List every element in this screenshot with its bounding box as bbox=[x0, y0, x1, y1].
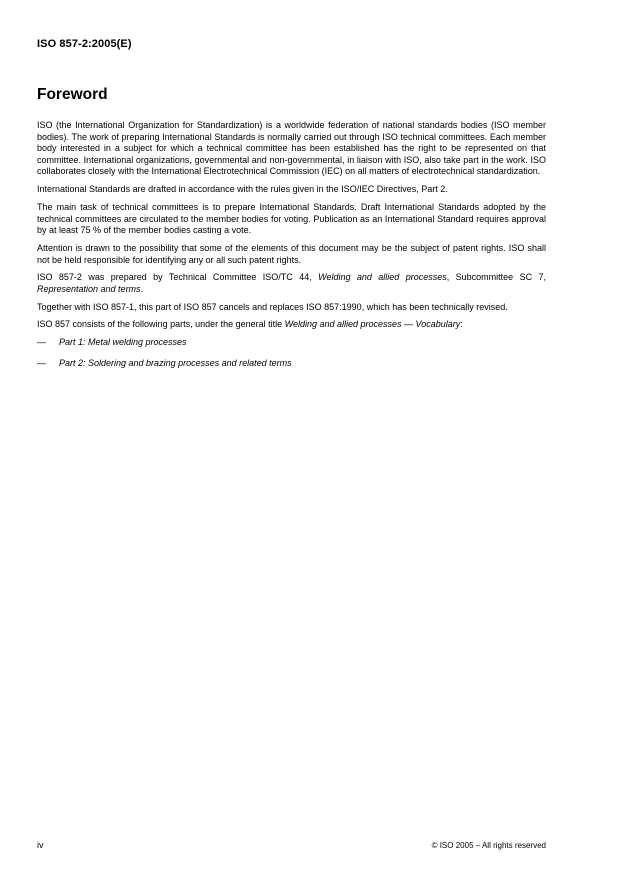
part-1-title: Part 1: Metal welding processes bbox=[59, 337, 187, 348]
committee-title: Welding and allied processes bbox=[318, 272, 447, 283]
general-title: Welding and allied processes — Vocabulary bbox=[284, 319, 461, 330]
list-dash: — bbox=[37, 358, 46, 369]
prepared-by-text-2: , Subcommittee SC 7, bbox=[446, 272, 546, 283]
paragraph-parts-intro bbox=[37, 319, 546, 331]
prepared-by-text-1: ISO 857-2 was prepared by Technical Committee ISO/TC 44, bbox=[37, 272, 319, 283]
copyright-notice: © ISO 2005 – All rights reserved bbox=[431, 841, 546, 850]
paragraph-iso-intro: ISO (the International Organization for Standardization) is a worldwide federation of national standards bodies (ISO member bodies). The work of preparing International Standards is normally carried out through ISO technical committees. Each member body interested in a subject for which a technical committee has been established has the right to be represented on that committee. International organizations, governmental and non-governmental, in liaison with ISO, also take part in the work. ISO collaborates closely with the International Electrotechnical Commission (IEC) on all matters of electrotechnical standardization. bbox=[37, 120, 546, 177]
page-number: iv bbox=[37, 840, 44, 850]
paragraph-patent-rights: Attention is drawn to the possibility that some of the elements of this document may be the subject of patent rights. ISO shall not be held responsible for identifying any or all such patent rights. bbox=[37, 242, 546, 265]
paragraph-prepared-by bbox=[37, 272, 546, 295]
parts-intro-text-1: ISO 857 consists of the following parts, under the general title bbox=[37, 319, 285, 330]
prepared-by-text-3: . bbox=[140, 283, 144, 294]
foreword-body bbox=[37, 120, 546, 379]
list-item-part-2 bbox=[37, 358, 546, 370]
paragraph-replaces: Together with ISO 857-1, this part of ISO 857 cancels and replaces ISO 857:1990, which has been technically revised. bbox=[37, 301, 508, 312]
parts-intro-text-2: : bbox=[460, 319, 463, 330]
part-2-title: Part 2: Soldering and brazing processes and related terms bbox=[59, 358, 292, 369]
document-id-header: ISO 857-2:2005(E) bbox=[37, 38, 132, 50]
paragraph-directives: International Standards are drafted in accordance with the rules given in the ISO/IEC Directives, Part 2. bbox=[37, 184, 448, 195]
list-item-part-1 bbox=[37, 337, 546, 349]
list-dash: — bbox=[37, 337, 46, 348]
subcommittee-title: Representation and terms bbox=[37, 283, 141, 294]
paragraph-technical-committees: The main task of technical committees is to prepare International Standards. Draft International Standards adopted by the technical committees are circulated to the member bodies for voting. Publication as an International Standard requires approval by at least 75 % of the member bodies casting a vote. bbox=[37, 201, 546, 236]
page-title: Foreword bbox=[37, 86, 108, 103]
